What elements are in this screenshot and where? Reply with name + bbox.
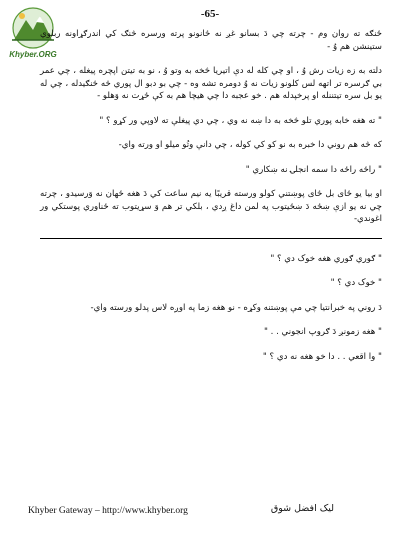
section-divider xyxy=(40,238,382,239)
paragraph: " راځه راځه دا سمه انجلۍ نه ښکاري " xyxy=(245,164,382,175)
logo-text: Khyber.ORG xyxy=(9,50,57,59)
paragraph: دلته به زه زیات رش وُ ، او چي کله له دې اتیریا څخه به وتو وُ ، نو به تیتن اپچره پیغله ، چي عمر بي ګرسره تر اتهه لس کلونو زیات نه وُ دومره تشه وه - چي بو دبو ال پوري څه څنګیدله ، چي له یو بل سره تیتننله او پرخپدله هم . خو عجبه دا چي هیچا هم به کې ځړت نه وَهلو - xyxy=(40,66,382,101)
paragraph: که څه هم روني دا خبره به نو کو کي کوله ، چي دانې وتُو میلو او ورته واي- xyxy=(118,140,382,150)
paragraph: " خوک دي ؟ " xyxy=(330,278,382,288)
page-body xyxy=(40,28,382,375)
paragraph: " وا اقعي . . دا خو هغه نه دي ؟ " xyxy=(262,351,382,362)
paragraph: " هغه زمونږ دَ ګروپ انجوني . . " xyxy=(263,327,382,337)
footer-author: لیک افضل شوق xyxy=(270,503,334,514)
paragraph: " ګوري ګوري هغه خوک دي ؟ " xyxy=(270,253,382,264)
paragraph: او بیا یو ځای بل ځای پوښتني کولو ورسته قریبًا یه نیم ساعت کي دَ هغه ځهان نه وَرسیدو ، چرته چي نه یو ازې ښځه دَ ښځیتوب په لمن داغ ږدي ، بلکي تر هم وَ سړیتوب ته ځناوري پوستکي ور اغوندي- xyxy=(40,189,382,224)
page-number: -65- xyxy=(200,8,220,20)
paragraph: " ته هغه خابه پوري تلو څخه به دا ښه نه وي ، چي دي پیغلې ته لاوپي ور کړو ؟ " xyxy=(99,115,382,126)
paragraph: دَ روني په خبرانتیا چي مې پوښتنه وکړه - نو هغه زما په اوږه لاس پدلو ورسته واي- xyxy=(90,302,382,313)
paragraph: ځنګه ته روان وم - چرته چي دَ بسانو غږ نه ځانونو پرته ورسره څنګ کي اندرګړاونه ربلوي ستینشن هم وُ - xyxy=(40,29,382,52)
footer-site-link[interactable]: Khyber Gateway – http://www.khyber.org xyxy=(28,506,188,516)
